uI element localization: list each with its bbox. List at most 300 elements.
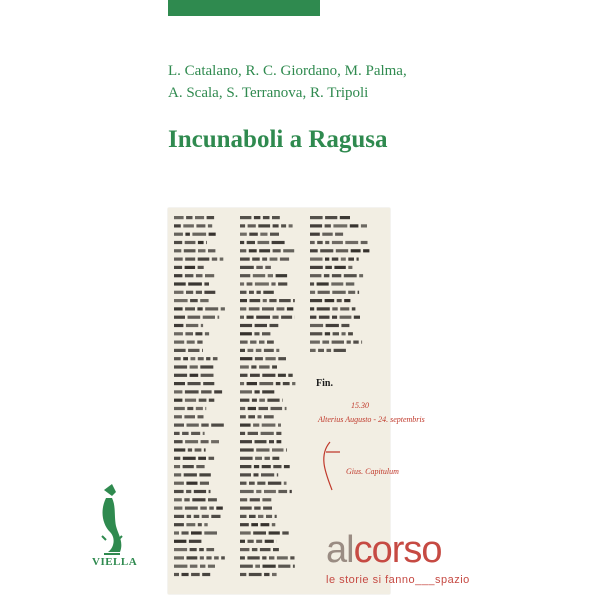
type-stroke [183,457,196,460]
type-stroke [361,341,362,344]
type-stroke [184,249,196,252]
type-stroke [361,241,368,244]
type-stroke [325,224,331,227]
type-stroke [188,349,199,352]
type-stroke [267,399,279,402]
type-stroke [198,249,206,252]
type-stroke [363,249,369,252]
type-stroke [240,307,246,310]
type-stroke [174,282,186,285]
type-stroke [249,307,260,310]
type-stroke [240,233,247,236]
type-stroke [262,424,276,427]
type-stroke [258,515,263,518]
type-stroke [252,399,257,402]
type-stroke [174,274,182,277]
type-stroke [254,216,261,219]
type-stroke [184,473,197,476]
type-stroke [174,556,184,559]
type-stroke [278,490,287,493]
type-stroke [174,457,180,460]
type-stroke [332,258,339,261]
type-stroke [174,249,181,252]
type-stroke [185,307,195,310]
type-stroke [208,224,212,227]
type-stroke [185,233,190,236]
type-stroke [174,324,183,327]
type-stroke [218,316,220,319]
type-stroke [209,399,215,402]
type-stroke [340,307,349,310]
type-stroke [254,473,259,476]
type-stroke [247,316,254,319]
type-stroke [317,282,329,285]
type-stroke [285,407,287,410]
type-stroke [204,523,207,526]
type-stroke [196,224,205,227]
type-stroke [174,440,183,443]
type-stroke [259,382,273,385]
type-stroke [255,357,263,360]
type-stroke [211,424,224,427]
type-stroke [198,523,202,526]
type-stroke [240,349,245,352]
type-stroke [272,573,277,576]
type-stroke [198,266,204,269]
type-stroke [184,415,195,418]
type-stroke [351,249,361,252]
type-stroke [249,291,254,294]
type-stroke [211,440,219,443]
type-stroke [265,540,274,543]
type-stroke [273,548,279,551]
type-stroke [240,490,254,493]
type-stroke [252,258,260,261]
type-stroke [196,291,202,294]
type-stroke [273,224,279,227]
type-stroke [282,399,283,402]
type-stroke [258,224,270,227]
type-stroke [174,424,184,427]
type-stroke [174,349,186,352]
type-stroke [174,374,187,377]
type-stroke [259,341,265,344]
type-stroke [240,440,252,443]
type-stroke [269,531,280,534]
type-stroke [255,282,269,285]
type-stroke [190,548,197,551]
type-stroke [203,316,215,319]
type-stroke [262,498,271,501]
type-stroke [337,299,342,302]
type-stroke [279,299,291,302]
type-stroke [174,365,187,368]
type-stroke [240,299,247,302]
type-stroke [185,390,199,393]
type-stroke [272,365,277,368]
type-stroke [280,258,289,261]
type-stroke [174,531,179,534]
type-stroke [332,241,343,244]
type-stroke [185,507,198,510]
type-stroke [335,233,343,236]
type-stroke [344,274,357,277]
publisher-name: VIELLA [92,556,138,568]
type-stroke [310,224,322,227]
type-stroke [262,374,275,377]
type-stroke [273,249,281,252]
type-stroke [199,473,210,476]
authors-line-2: A. Scala, S. Terranova, R. Tripoli [168,85,369,101]
type-stroke [174,465,180,468]
type-stroke [256,448,269,451]
type-stroke [333,224,347,227]
type-stroke [240,224,245,227]
type-stroke [201,390,212,393]
type-stroke [258,415,262,418]
type-stroke [310,291,315,294]
type-stroke [196,465,204,468]
type-stroke [278,357,286,360]
type-stroke [272,241,285,244]
type-stroke [277,440,282,443]
type-stroke [255,390,260,393]
type-stroke [174,307,183,310]
type-stroke [341,324,349,327]
type-stroke [264,490,276,493]
type-stroke [256,316,270,319]
type-stroke [261,473,274,476]
type-stroke [247,382,257,385]
type-stroke [271,282,275,285]
type-stroke [292,382,295,385]
type-stroke [293,565,295,568]
type-stroke [194,490,206,493]
type-stroke [249,573,262,576]
type-stroke [277,307,285,310]
type-stroke [240,573,246,576]
type-stroke [263,507,272,510]
type-stroke [174,507,182,510]
type-stroke [198,241,204,244]
type-stroke [325,241,329,244]
type-stroke [240,415,246,418]
type-stroke [358,291,360,294]
type-stroke [174,399,182,402]
type-stroke [325,299,335,302]
type-stroke [174,448,185,451]
type-stroke [240,357,252,360]
type-stroke [261,432,274,435]
type-stroke [255,324,267,327]
type-stroke [212,258,217,261]
type-stroke [325,332,330,335]
type-stroke [216,507,223,510]
type-stroke [190,299,198,302]
type-stroke [256,349,262,352]
type-stroke [261,523,270,526]
type-stroke [284,482,287,485]
type-stroke [240,274,250,277]
type-stroke [185,399,196,402]
type-stroke [265,457,270,460]
type-stroke [174,233,183,236]
type-stroke [250,299,261,302]
type-stroke [174,482,184,485]
type-stroke [278,282,287,285]
type-stroke [332,341,344,344]
type-stroke [204,448,206,451]
type-stroke [275,515,277,518]
authors [168,60,407,104]
type-stroke [240,531,251,534]
type-stroke [174,415,182,418]
type-stroke [276,274,288,277]
type-stroke [265,357,275,360]
type-stroke [262,556,266,559]
type-stroke [361,224,367,227]
type-stroke [240,249,246,252]
type-stroke [186,523,195,526]
type-stroke [186,490,191,493]
type-stroke [240,341,248,344]
type-stroke [206,548,214,551]
type-stroke [263,299,267,302]
type-stroke [269,440,274,443]
type-stroke [327,349,332,352]
type-stroke [182,573,189,576]
type-stroke [240,241,244,244]
type-stroke [197,341,202,344]
type-stroke [310,274,321,277]
type-stroke [334,349,346,352]
type-stroke [174,490,184,493]
type-stroke [221,307,225,310]
type-stroke [205,274,214,277]
type-stroke [272,448,284,451]
type-stroke [322,341,329,344]
type-stroke [353,341,358,344]
type-stroke [188,448,192,451]
alcorso-part-corso: corso [353,529,442,571]
type-stroke [188,316,201,319]
type-stroke [262,332,270,335]
type-stroke [196,274,203,277]
type-stroke [203,382,214,385]
type-stroke [240,324,252,327]
type-stroke [267,341,274,344]
type-stroke [344,299,350,302]
type-stroke [174,224,181,227]
type-stroke [256,490,261,493]
type-stroke [204,291,215,294]
type-stroke [340,216,350,219]
manuscript-flourish [324,442,340,490]
type-stroke [249,233,257,236]
type-stroke [195,216,204,219]
type-stroke [199,399,207,402]
type-stroke [203,432,205,435]
type-stroke [197,307,202,310]
type-stroke [198,457,206,460]
type-stroke [209,490,211,493]
type-stroke [359,274,363,277]
type-stroke [214,390,222,393]
type-stroke [331,282,343,285]
type-stroke [257,482,265,485]
type-stroke [204,282,209,285]
type-stroke [187,515,192,518]
type-stroke [251,365,256,368]
type-stroke [202,515,209,518]
type-stroke [195,332,202,335]
type-stroke [184,498,189,501]
type-stroke [186,482,197,485]
type-stroke [318,291,330,294]
alcorso-part-al: al [326,529,354,571]
type-stroke [284,465,290,468]
type-stroke [310,258,323,261]
type-stroke [201,424,208,427]
type-stroke [348,258,354,261]
type-stroke [354,316,360,319]
type-stroke [317,241,323,244]
type-stroke [174,498,182,501]
type-stroke [221,556,225,559]
type-stroke [266,515,272,518]
type-stroke [250,374,260,377]
type-stroke [276,432,281,435]
type-stroke [259,249,270,252]
type-stroke [240,282,244,285]
type-stroke [194,515,200,518]
type-stroke [262,390,274,393]
type-stroke [348,266,352,269]
type-stroke [174,565,187,568]
type-stroke [341,258,346,261]
type-stroke [255,457,262,460]
type-stroke [310,332,322,335]
type-stroke [258,241,270,244]
type-stroke [208,249,215,252]
type-stroke [333,332,339,335]
type-stroke [253,531,266,534]
type-stroke [187,341,195,344]
type-stroke [214,556,219,559]
type-stroke [174,390,182,393]
type-stroke [174,432,180,435]
type-stroke [271,407,283,410]
type-stroke [348,291,355,294]
type-stroke [185,440,198,443]
type-stroke [240,424,251,427]
type-stroke [310,341,320,344]
type-stroke [259,407,269,410]
type-stroke [345,241,358,244]
type-stroke [240,432,245,435]
type-stroke [248,349,254,352]
type-stroke [282,531,288,534]
type-stroke [273,316,279,319]
type-stroke [186,216,192,219]
type-stroke [326,324,339,327]
type-stroke [188,282,202,285]
type-stroke [240,266,254,269]
type-stroke [278,374,286,377]
type-stroke [317,307,330,310]
type-stroke [240,448,254,451]
type-stroke [190,365,198,368]
type-stroke [257,291,261,294]
type-stroke [174,523,184,526]
type-stroke [352,307,356,310]
type-stroke [256,266,263,269]
type-stroke [190,374,199,377]
type-stroke [190,565,198,568]
type-stroke [262,258,267,261]
type-stroke [209,233,216,236]
type-stroke [240,374,248,377]
type-stroke [320,249,333,252]
type-stroke [240,332,252,335]
type-stroke [310,216,323,219]
type-stroke [310,241,315,244]
type-stroke [263,291,274,294]
type-stroke [250,341,256,344]
type-stroke [287,307,293,310]
type-stroke [265,266,271,269]
type-stroke [174,299,188,302]
type-stroke [183,357,188,360]
type-stroke [277,556,288,559]
type-stroke [270,258,278,261]
type-stroke [278,424,281,427]
type-stroke [254,332,259,335]
authors-line-1: L. Catalano, R. C. Giordano, M. Palma, [168,63,407,79]
type-stroke [174,515,184,518]
type-stroke [325,258,329,261]
type-stroke [201,324,203,327]
type-stroke [174,332,183,335]
type-stroke [325,216,337,219]
type-stroke [348,332,353,335]
alcorso-tagline: le storie si fanno___spazio [326,574,470,586]
manuscript-annotation: Alterius Augusto - 24. septembris [318,415,425,424]
type-stroke [187,407,193,410]
top-color-band [168,0,320,16]
type-stroke [240,507,252,510]
type-stroke [263,216,270,219]
type-stroke [332,291,345,294]
type-stroke [174,241,182,244]
type-stroke [187,424,199,427]
type-stroke [174,357,181,360]
type-stroke [277,473,278,476]
type-stroke [276,349,279,352]
type-stroke [254,507,260,510]
fin-mark: Fin. [316,378,333,389]
type-stroke [247,282,253,285]
type-stroke [324,274,330,277]
type-stroke [350,224,359,227]
type-stroke [240,291,247,294]
type-stroke [346,282,355,285]
type-stroke [273,465,281,468]
type-stroke [263,565,276,568]
type-stroke [240,473,251,476]
type-stroke [240,390,252,393]
type-stroke [357,258,359,261]
